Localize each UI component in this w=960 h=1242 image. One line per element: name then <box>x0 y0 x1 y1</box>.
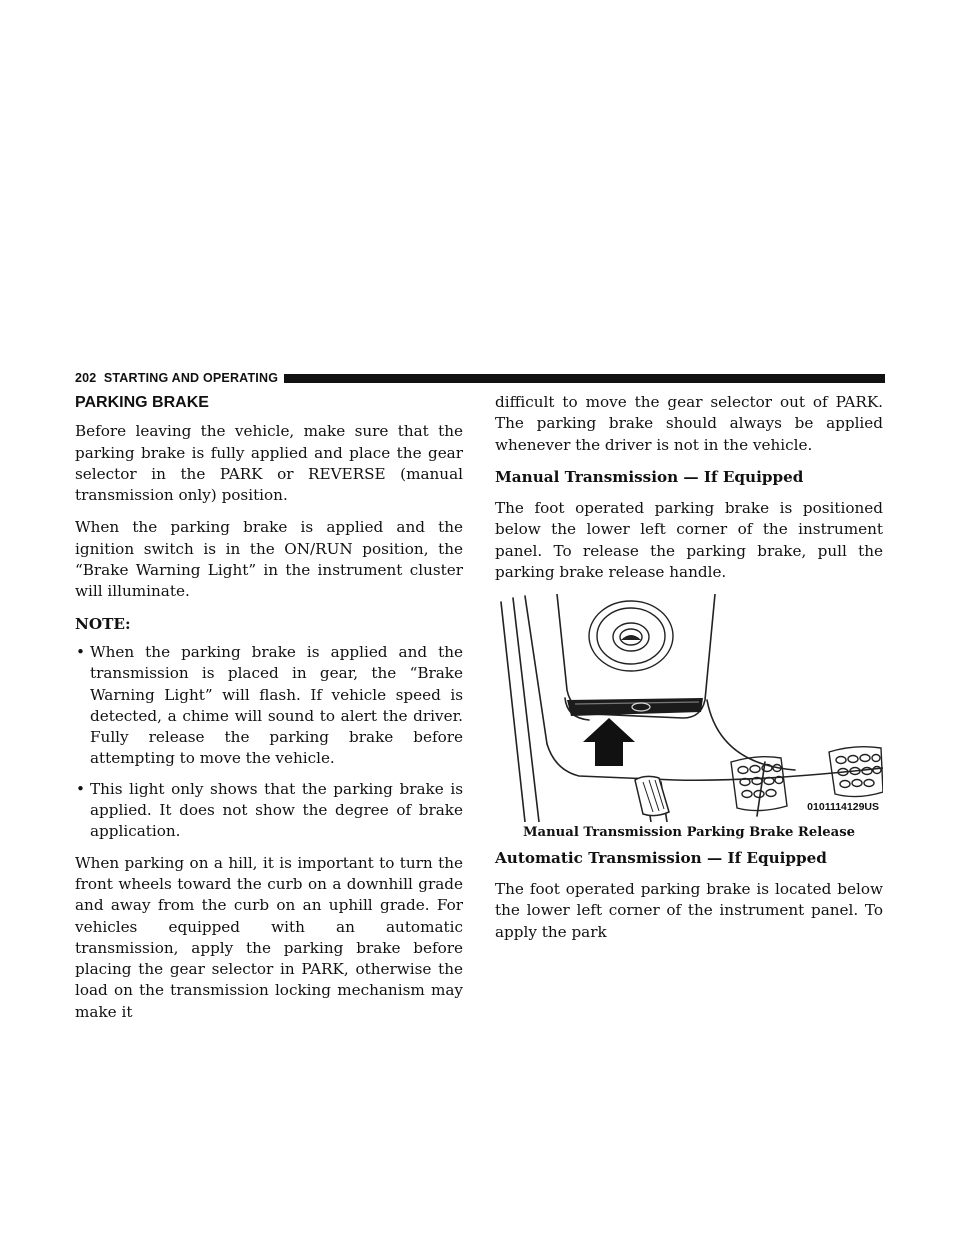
figure-caption: Manual Transmission Parking Brake Release <box>522 825 856 841</box>
section-name: STARTING AND OPERATING <box>103 371 279 385</box>
right-column <box>495 392 883 954</box>
header-rule <box>284 374 885 383</box>
brake-pedal <box>635 777 669 816</box>
paragraph: The foot operated parking brake is located below the lower left corner of the instrument panel. To apply the park <box>495 879 883 941</box>
subheading: Manual Transmission — If Equipped <box>495 467 804 486</box>
paragraph: Before leaving the vehicle, make sure that the parking brake is fully applied and place the gear selector in the PARK or REVERSE (manual transmission only) position. <box>75 422 463 505</box>
page-header <box>75 371 885 385</box>
parking-brake-figure <box>495 594 883 822</box>
figure-code: 0101114129US <box>807 801 879 814</box>
header-text <box>75 371 278 385</box>
note-list <box>75 642 463 843</box>
parking-brake-illustration <box>495 594 883 822</box>
subheading: Automatic Transmission — If Equipped <box>495 848 827 867</box>
section-title: PARKING BRAKE <box>75 394 209 411</box>
list-item: • This light only shows that the parking brake is applied. It does not show the degree of brake application. <box>75 779 463 843</box>
page-number: 202 <box>75 371 97 385</box>
note-label: NOTE: <box>75 614 131 633</box>
list-item: • When the parking brake is applied and the transmission is placed in gear, the “Brake Warning Light” will flash. If vehicle speed is detected, a chime will sound to alert the driver. Fully release the parking brake before attempting to move the vehicle. <box>75 642 463 770</box>
paragraph: When parking on a hill, it is important to turn the front wheels toward the curb on a downhill grade and away from the curb on an uphill grade. For vehicles equipped with an automatic transmission, apply the parking brake before placing the gear selector in PARK, otherwise the load on the transmission locking mechanism may make it <box>75 853 463 1021</box>
paragraph: difficult to move the gear selector out of PARK. The parking brake should always be applied whenever the driver is not in the vehicle. <box>495 393 883 454</box>
paragraph: The foot operated parking brake is positioned below the lower left corner of the instrument panel. To release the parking brake, pull the parking brake release handle. <box>495 499 883 582</box>
paragraph: When the parking brake is applied and the ignition switch is in the ON/RUN position, the “Brake Warning Light” in the instrument cluster will illuminate. <box>75 518 463 601</box>
left-column <box>75 392 463 1034</box>
